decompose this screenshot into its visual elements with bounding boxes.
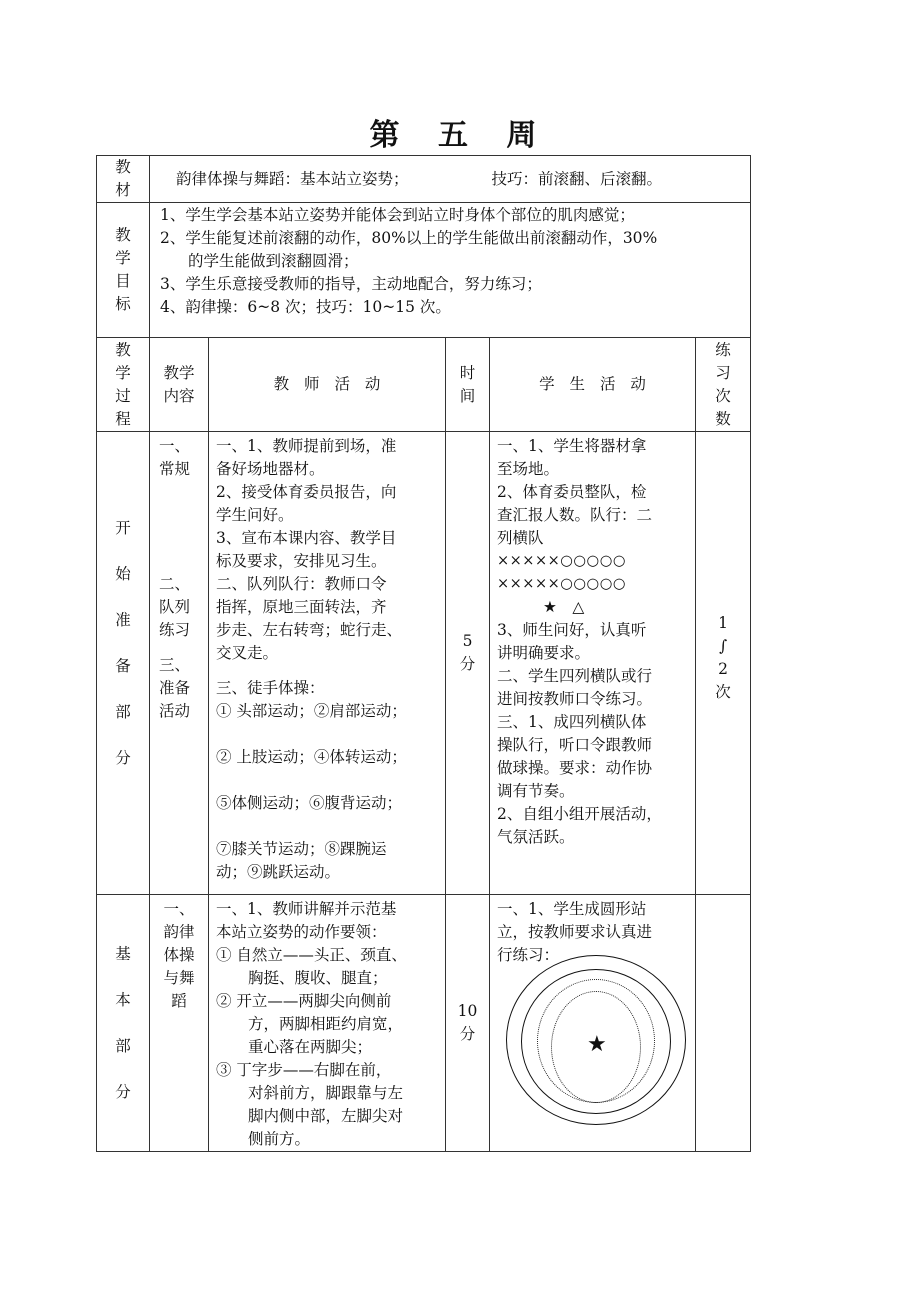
teacher-line: ② 上肢运动；④体转运动； [216,748,407,766]
content-text: 准备 [159,679,191,697]
teacher-line: 一、1、教师讲解并示范基 [216,900,397,918]
header-char: 程 [115,409,131,428]
student-line: 进间按教师口令练习。 [497,690,653,708]
header-char: 数 [715,409,731,428]
content-text: 与舞 [163,969,195,987]
stance-item: ② 开立——两脚尖向侧前 [216,992,392,1010]
content-warmup [150,432,209,895]
content-text: 二、 [159,575,191,593]
label-char: 教 [115,226,131,244]
student-line: 操队行，听口令跟教师 [497,736,653,754]
reps-text: 2 [718,660,728,678]
time-text: 分 [459,1025,476,1043]
section-main-row [97,895,751,1152]
phase-label-main [97,895,150,1152]
stance-item: 对斜前方，脚跟靠与左 [248,1084,404,1102]
objectives-row [97,203,751,338]
teacher-line: 3、宣布本课内容、教学目 [216,529,397,547]
student-activity-main [490,895,696,1152]
circle-formation-diagram [501,955,691,1125]
student-line: 2、自组小组开展活动， [497,805,662,823]
reps-text: 1 [718,614,728,632]
time-text: 10 [457,1002,478,1020]
header-char: 过 [115,386,131,405]
teacher-line: 动；⑨跳跃运动。 [216,863,341,881]
teacher-line: 2、接受体育委员报告，向 [216,483,397,501]
stance-item: 方，两脚相距约肩宽， [248,1015,404,1033]
student-line: 2、体育委员整队，检 [497,483,647,501]
student-line: 3、师生问好，认真听 [497,621,647,639]
objectives-content [150,203,751,338]
content-text: 一、 [159,437,191,455]
objective-item: 1、学生学会基本站立姿势并能体会到站立时身体个部位的肌肉感觉； [160,206,635,224]
stance-item: ① 自然立——头正、颈直、 [216,946,407,964]
stance-item: ③ 丁字步——右脚在前， [216,1061,392,1079]
stance-item: 脚内侧中部，左脚尖对 [248,1107,404,1125]
header-student-activity [490,338,696,432]
content-text: 体操 [163,946,195,964]
student-line: 查汇报人数。队行：二 [497,506,653,524]
teacher-line: ⑤体侧运动；⑥腹背运动； [216,794,403,812]
header-char: 练 [715,340,731,359]
label-char: 标 [115,295,131,313]
phase-char: 开 [115,519,131,537]
header-char: 教学 [163,363,195,382]
header-teacher-activity [209,338,446,432]
materials-label [97,156,150,203]
header-char: 次 [715,386,731,405]
teacher-line: 一、1、教师提前到场，准 [216,437,397,455]
stance-item: 胸挺、腹收、腿直； [248,969,388,987]
lesson-plan-table [96,155,751,1152]
phase-char: 备 [115,657,131,675]
student-line: 做球操。要求：动作协 [497,759,653,777]
materials-content [150,156,751,203]
time-main [446,895,490,1152]
header-char: 时 [459,363,476,382]
header-content [150,338,209,432]
phase-char: 始 [115,565,131,583]
header-row [97,338,751,432]
content-text: 蹈 [171,992,187,1010]
stance-item: 重心落在两脚尖； [248,1038,373,1056]
phase-label-warmup [97,432,150,895]
header-process [97,338,150,432]
time-warmup [446,432,490,895]
teacher-line: 二、队列队行：教师口令 [216,575,387,593]
teacher-line: 指挥，原地三面转法，齐 [216,598,387,616]
student-line: 讲明确要求。 [497,644,591,662]
phase-char: 基 [115,945,131,963]
formation-row: ×××××○○○○○ [497,553,627,569]
content-text: 队列 [159,598,191,616]
teacher-line: 本站立姿势的动作要领： [216,923,387,941]
student-line: 至场地。 [497,460,560,478]
label-char: 目 [115,272,131,290]
objective-item: 3、学生乐意接受教师的指导，主动地配合，努力练习； [160,275,542,293]
teacher-line: 步走、左右转弯；蛇行走、 [216,621,403,639]
phase-char: 本 [115,991,131,1009]
content-text: 活动 [159,702,191,720]
header-char: 内容 [163,386,195,405]
content-text: 常规 [159,460,191,478]
reps-text: ∫ [718,637,728,655]
materials-text-b: 技巧：前滚翻、后滚翻。 [491,169,662,188]
student-line: 一、1、学生成圆形站 [497,900,647,918]
reps-main [696,895,751,1152]
teacher-line: 备好场地器材。 [216,460,325,478]
section-warmup-row [97,432,751,895]
objective-item: 2、学生能复述前滚翻的动作，80%以上的学生能做出前滚翻动作，30% [160,229,658,247]
teacher-line: ① 头部运动；②肩部运动； [216,702,407,720]
content-text: 韵律 [163,923,195,941]
time-text: 5 [462,632,473,650]
header-reps [696,338,751,432]
phase-char: 分 [115,749,131,767]
objective-item: 4、韵律操：6~8 次；技巧：10~15 次。 [160,298,451,316]
content-text: 练习 [159,621,191,639]
student-line: 列横队 [497,529,544,547]
reps-text: 次 [715,683,731,701]
student-line: 气氛活跃。 [497,828,575,846]
teacher-line: ⑦膝关节运动；⑧踝腕运 [216,840,387,858]
stance-item: 侧前方。 [248,1130,311,1148]
header-text: 教 师 活 动 [273,375,381,393]
label-char: 材 [115,181,131,199]
page-title: 第 五 周 [369,118,551,153]
phase-char: 部 [115,1037,131,1055]
header-char: 教 [115,340,131,359]
label-char: 教 [115,158,131,176]
header-text: 学 生 活 动 [539,375,646,393]
formation-row: ×××××○○○○○ [497,576,627,592]
teacher-activity-main [209,895,446,1152]
time-text: 分 [459,655,476,673]
header-time [446,338,490,432]
phase-char: 分 [115,1083,131,1101]
header-char: 习 [715,363,731,382]
formation-markers: ★ △ [543,598,585,616]
student-line: 调有节奏。 [497,782,575,800]
content-main [150,895,209,1152]
content-text: 三、 [159,656,191,674]
phase-char: 部 [115,703,131,721]
teacher-line: 交叉走。 [216,644,279,662]
objective-item: 的学生能做到滚翻圆滑； [188,252,359,270]
teacher-line: 标及要求，安排见习生。 [216,552,387,570]
header-char: 学 [115,363,131,382]
phase-char: 准 [115,611,131,629]
student-line: 行练习： [497,946,560,964]
student-line: 一、1、学生将器材拿 [497,437,647,455]
header-char: 间 [459,386,476,405]
label-char: 学 [115,249,131,267]
objectives-label [97,203,150,338]
student-line: 三、1、成四列横队体 [497,713,647,731]
teacher-activity-warmup [209,432,446,895]
student-activity-warmup [490,432,696,895]
teacher-star-icon: ★ [587,1032,607,1057]
materials-row [97,156,751,203]
content-text: 一、 [163,900,195,918]
student-line: 二、学生四列横队或行 [497,667,653,685]
materials-text-a: 韵律体操与舞蹈：基本站立姿势； [176,169,409,188]
reps-warmup [696,432,751,895]
student-line: 立，按教师要求认真进 [497,923,653,941]
teacher-line: 学生问好。 [216,506,294,524]
teacher-line: 三、徒手体操： [216,679,325,697]
